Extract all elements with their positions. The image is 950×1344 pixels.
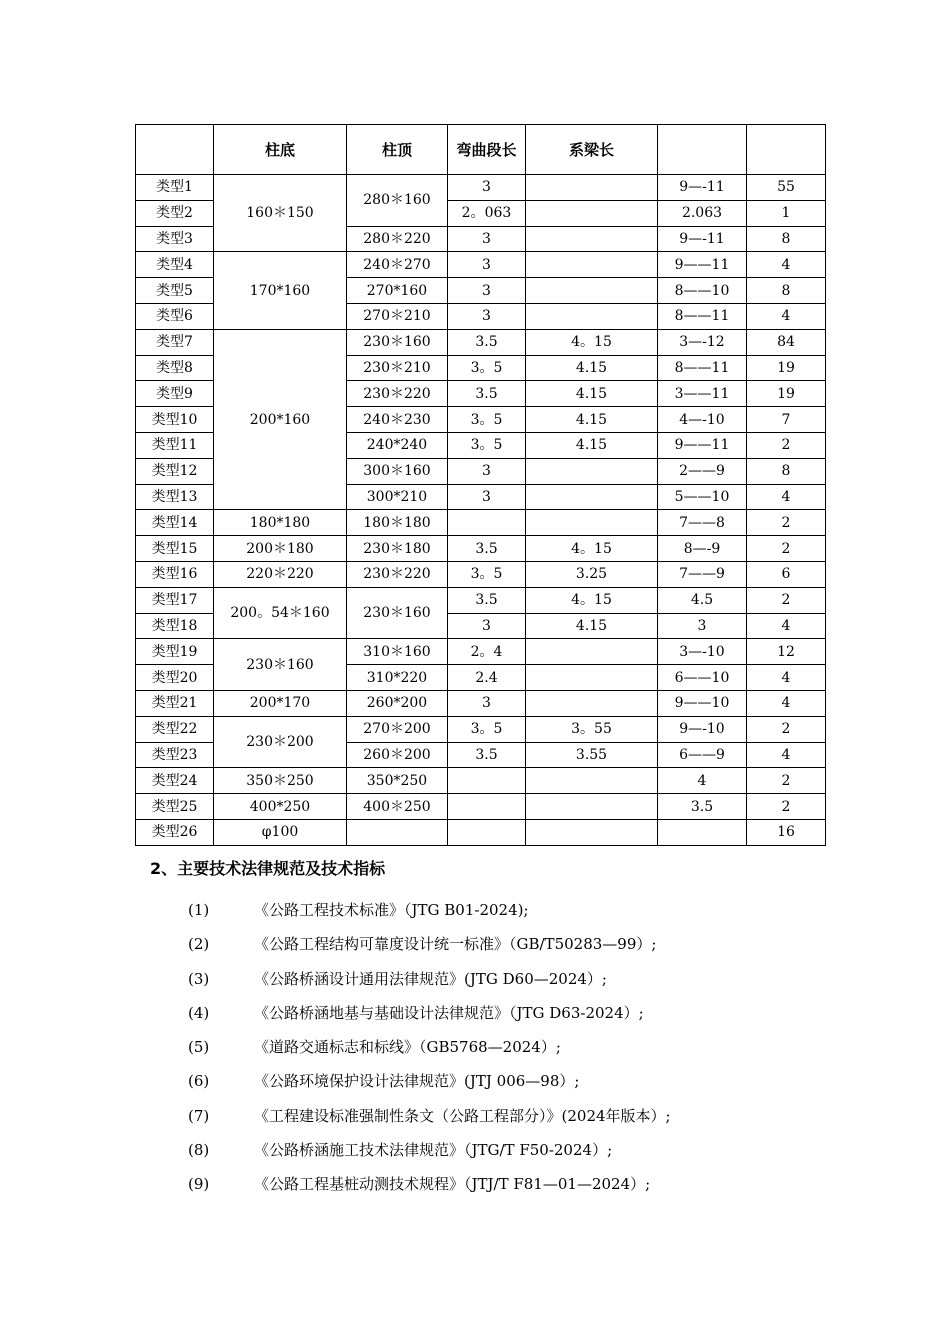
cell-count: 4 xyxy=(747,690,826,716)
cell-top: 260＊200 xyxy=(347,742,448,768)
cell-beam-length xyxy=(526,819,658,845)
list-item-text: 《公路桥涵设计通用法律规范》(JTG D60—2024）; xyxy=(254,969,607,988)
cell-base: 230＊200 xyxy=(214,716,347,768)
cell-top: 230＊160 xyxy=(347,587,448,639)
cell-length-range: 5——10 xyxy=(658,484,747,510)
cell-top: 300*210 xyxy=(347,484,448,510)
cell-count: 8 xyxy=(747,226,826,252)
cell-length-range: 3—-12 xyxy=(658,329,747,355)
cell-top: 230＊220 xyxy=(347,381,448,407)
cell-beam-length xyxy=(526,303,658,329)
cell-bend-length: 3.5 xyxy=(448,536,526,562)
cell-type: 类型3 xyxy=(136,226,214,252)
cell-bend-length: 3。5 xyxy=(448,407,526,433)
cell-base: 170*160 xyxy=(214,252,347,329)
cell-bend-length: 2.4 xyxy=(448,665,526,691)
table-row xyxy=(136,587,826,613)
list-item-number: (7) xyxy=(188,1106,210,1125)
cell-count: 19 xyxy=(747,355,826,381)
cell-type: 类型6 xyxy=(136,303,214,329)
cell-type: 类型19 xyxy=(136,639,214,665)
cell-top: 310＊160 xyxy=(347,639,448,665)
cell-length-range: 4 xyxy=(658,768,747,794)
cell-type: 类型16 xyxy=(136,561,214,587)
cell-count: 2 xyxy=(747,794,826,820)
cell-type: 类型4 xyxy=(136,252,214,278)
cell-bend-length: 3。5 xyxy=(448,716,526,742)
list-item-number: (4) xyxy=(188,1003,210,1022)
cell-base: 200。54＊160 xyxy=(214,587,347,639)
section-title: 2、主要技术法律规范及技术指标 xyxy=(150,859,386,878)
cell-count: 4 xyxy=(747,303,826,329)
cell-beam-length xyxy=(526,510,658,536)
cell-bend-length: 3。5 xyxy=(448,432,526,458)
list-item xyxy=(188,1035,671,1069)
cell-beam-length xyxy=(526,484,658,510)
header-column-top: 柱顶 xyxy=(347,125,448,175)
cell-count: 2 xyxy=(747,716,826,742)
list-item-text: 《公路工程结构可靠度设计统一标准》（GB/T50283—99）; xyxy=(254,935,657,954)
list-item-number: (9) xyxy=(188,1175,210,1194)
cell-count: 55 xyxy=(747,175,826,201)
cell-beam-length xyxy=(526,458,658,484)
cell-bend-length: 2。4 xyxy=(448,639,526,665)
cell-beam-length xyxy=(526,768,658,794)
table-row xyxy=(136,639,826,665)
cell-top: 180＊180 xyxy=(347,510,448,536)
table-row xyxy=(136,768,826,794)
list-item-number: (1) xyxy=(188,901,210,919)
list-item xyxy=(188,1104,671,1138)
list-item xyxy=(188,1069,671,1103)
table-header-row xyxy=(136,125,826,175)
cell-count: 1 xyxy=(747,200,826,226)
cell-length-range: 9—-11 xyxy=(658,226,747,252)
list-item-number: (8) xyxy=(188,1141,210,1160)
cell-bend-length: 3.5 xyxy=(448,381,526,407)
cell-beam-length: 3。55 xyxy=(526,716,658,742)
cell-count: 4 xyxy=(747,252,826,278)
list-item xyxy=(188,932,671,966)
cell-count: 6 xyxy=(747,561,826,587)
cell-beam-length: 4.15 xyxy=(526,355,658,381)
cell-bend-length: 3 xyxy=(448,252,526,278)
list-item-text: 《公路工程技术标准》（JTG B01-2024); xyxy=(254,901,529,919)
cell-bend-length: 3 xyxy=(448,613,526,639)
cell-type: 类型22 xyxy=(136,716,214,742)
list-item-number: (3) xyxy=(188,969,210,988)
cell-type: 类型18 xyxy=(136,613,214,639)
cell-beam-length: 4.15 xyxy=(526,381,658,407)
reference-list xyxy=(188,898,671,1207)
cell-type: 类型21 xyxy=(136,690,214,716)
cell-bend-length xyxy=(448,510,526,536)
cell-type: 类型12 xyxy=(136,458,214,484)
header-column-beam-length: 系梁长 xyxy=(526,125,658,175)
cell-type: 类型9 xyxy=(136,381,214,407)
header-column-bend-length: 弯曲段长 xyxy=(448,125,526,175)
cell-count: 8 xyxy=(747,458,826,484)
cell-bend-length: 3.5 xyxy=(448,587,526,613)
cell-bend-length: 3 xyxy=(448,226,526,252)
cell-beam-length xyxy=(526,278,658,304)
list-item-text: 《公路桥涵地基与基础设计法律规范》（JTG D63-2024）; xyxy=(254,1003,644,1022)
cell-length-range: 6——10 xyxy=(658,665,747,691)
cell-type: 类型7 xyxy=(136,329,214,355)
cell-top: 240*240 xyxy=(347,432,448,458)
header-cell xyxy=(136,125,214,175)
cell-top xyxy=(347,819,448,845)
cell-length-range: 9——11 xyxy=(658,252,747,278)
cell-type: 类型25 xyxy=(136,794,214,820)
cell-count: 4 xyxy=(747,613,826,639)
table-row xyxy=(136,175,826,201)
cell-top: 240＊270 xyxy=(347,252,448,278)
header-cell xyxy=(658,125,747,175)
cell-length-range: 3 xyxy=(658,613,747,639)
cell-count: 2 xyxy=(747,768,826,794)
cell-bend-length xyxy=(448,768,526,794)
cell-count: 12 xyxy=(747,639,826,665)
cell-beam-length: 3.55 xyxy=(526,742,658,768)
cell-bend-length: 3 xyxy=(448,690,526,716)
cell-top: 240＊230 xyxy=(347,407,448,433)
cell-top: 230＊220 xyxy=(347,561,448,587)
cell-top: 260*200 xyxy=(347,690,448,716)
table-row xyxy=(136,561,826,587)
cell-top: 270*160 xyxy=(347,278,448,304)
cell-bend-length xyxy=(448,819,526,845)
cell-count: 4 xyxy=(747,665,826,691)
cell-length-range: 9—-11 xyxy=(658,175,747,201)
cell-length-range: 8——10 xyxy=(658,278,747,304)
cell-top: 280＊160 xyxy=(347,175,448,227)
cell-length-range: 8—-9 xyxy=(658,536,747,562)
cell-beam-length xyxy=(526,175,658,201)
table-row xyxy=(136,329,826,355)
cell-type: 类型2 xyxy=(136,200,214,226)
cell-bend-length xyxy=(448,794,526,820)
cell-count: 7 xyxy=(747,407,826,433)
cell-top: 400＊250 xyxy=(347,794,448,820)
cell-beam-length xyxy=(526,690,658,716)
cell-top: 300＊160 xyxy=(347,458,448,484)
list-item-text: 《公路环境保护设计法律规范》(JTJ 006—98）; xyxy=(254,1072,580,1091)
cell-count: 16 xyxy=(747,819,826,845)
cell-top: 230＊210 xyxy=(347,355,448,381)
cell-type: 类型5 xyxy=(136,278,214,304)
cell-length-range xyxy=(658,819,747,845)
cell-beam-length: 4.15 xyxy=(526,432,658,458)
cell-bend-length: 3 xyxy=(448,458,526,484)
cell-top: 350*250 xyxy=(347,768,448,794)
cell-bend-length: 3 xyxy=(448,484,526,510)
cell-length-range: 3.5 xyxy=(658,794,747,820)
cell-length-range: 2——9 xyxy=(658,458,747,484)
cell-type: 类型8 xyxy=(136,355,214,381)
cell-beam-length: 4.15 xyxy=(526,613,658,639)
header-cell xyxy=(747,125,826,175)
cell-bend-length: 3。5 xyxy=(448,561,526,587)
table-row xyxy=(136,252,826,278)
cell-length-range: 9—-10 xyxy=(658,716,747,742)
cell-beam-length xyxy=(526,665,658,691)
cell-base: 200＊180 xyxy=(214,536,347,562)
cell-length-range: 8——11 xyxy=(658,355,747,381)
cell-type: 类型20 xyxy=(136,665,214,691)
cell-type: 类型26 xyxy=(136,819,214,845)
cell-length-range: 3—-10 xyxy=(658,639,747,665)
list-item-text: 《道路交通标志和标线》（GB5768—2024）; xyxy=(254,1038,561,1057)
table-row xyxy=(136,819,826,845)
table-row xyxy=(136,510,826,536)
cell-type: 类型17 xyxy=(136,587,214,613)
cell-count: 2 xyxy=(747,510,826,536)
cell-length-range: 3——11 xyxy=(658,381,747,407)
cell-bend-length: 3 xyxy=(448,175,526,201)
cell-length-range: 7——8 xyxy=(658,510,747,536)
list-item-number: (2) xyxy=(188,935,210,954)
cell-base: 350＊250 xyxy=(214,768,347,794)
cell-length-range: 7——9 xyxy=(658,561,747,587)
cell-count: 2 xyxy=(747,587,826,613)
cell-base: 200*160 xyxy=(214,329,347,510)
pier-type-table xyxy=(135,124,826,846)
list-item xyxy=(188,1138,671,1172)
cell-type: 类型24 xyxy=(136,768,214,794)
cell-beam-length xyxy=(526,252,658,278)
cell-base: 220＊220 xyxy=(214,561,347,587)
cell-type: 类型1 xyxy=(136,175,214,201)
cell-count: 4 xyxy=(747,742,826,768)
list-item-number: (5) xyxy=(188,1038,210,1057)
cell-bend-length: 3 xyxy=(448,278,526,304)
cell-beam-length xyxy=(526,639,658,665)
cell-count: 19 xyxy=(747,381,826,407)
cell-length-range: 9——10 xyxy=(658,690,747,716)
cell-beam-length: 4。15 xyxy=(526,536,658,562)
cell-top: 270＊210 xyxy=(347,303,448,329)
list-item-text: 《工程建设标准强制性条文（公路工程部分）》(2024年版本）; xyxy=(254,1106,671,1125)
cell-top: 270＊200 xyxy=(347,716,448,742)
table-row xyxy=(136,690,826,716)
list-item xyxy=(188,898,671,932)
cell-count: 4 xyxy=(747,484,826,510)
cell-type: 类型11 xyxy=(136,432,214,458)
cell-count: 84 xyxy=(747,329,826,355)
cell-top: 230＊160 xyxy=(347,329,448,355)
cell-beam-length xyxy=(526,200,658,226)
cell-beam-length xyxy=(526,226,658,252)
list-item xyxy=(188,967,671,1001)
table-row xyxy=(136,794,826,820)
cell-bend-length: 3.5 xyxy=(448,329,526,355)
cell-type: 类型10 xyxy=(136,407,214,433)
cell-base: 200*170 xyxy=(214,690,347,716)
cell-type: 类型13 xyxy=(136,484,214,510)
cell-base: 180*180 xyxy=(214,510,347,536)
table-row xyxy=(136,536,826,562)
cell-top: 280＊220 xyxy=(347,226,448,252)
cell-type: 类型14 xyxy=(136,510,214,536)
cell-beam-length xyxy=(526,794,658,820)
header-column-base: 柱底 xyxy=(214,125,347,175)
cell-length-range: 4—-10 xyxy=(658,407,747,433)
list-item-number: (6) xyxy=(188,1072,210,1091)
cell-count: 8 xyxy=(747,278,826,304)
cell-bend-length: 3 xyxy=(448,303,526,329)
list-item xyxy=(188,1001,671,1035)
cell-bend-length: 2。063 xyxy=(448,200,526,226)
cell-count: 2 xyxy=(747,536,826,562)
cell-base: φ100 xyxy=(214,819,347,845)
table-body xyxy=(136,175,826,846)
cell-bend-length: 3.5 xyxy=(448,742,526,768)
cell-count: 2 xyxy=(747,432,826,458)
cell-top: 230＊180 xyxy=(347,536,448,562)
cell-base: 230＊160 xyxy=(214,639,347,691)
cell-base: 400*250 xyxy=(214,794,347,820)
list-item-text: 《公路工程基桩动测技术规程》（JTJ/T F81—01—2024）; xyxy=(254,1175,651,1194)
cell-beam-length: 4.15 xyxy=(526,407,658,433)
cell-length-range: 9——11 xyxy=(658,432,747,458)
cell-length-range: 8——11 xyxy=(658,303,747,329)
list-item xyxy=(188,1172,671,1206)
list-item-text: 《公路桥涵施工技术法律规范》（JTG/T F50-2024）; xyxy=(254,1141,613,1160)
cell-length-range: 4.5 xyxy=(658,587,747,613)
cell-top: 310*220 xyxy=(347,665,448,691)
cell-beam-length: 4。15 xyxy=(526,587,658,613)
table-row xyxy=(136,716,826,742)
cell-length-range: 2.063 xyxy=(658,200,747,226)
cell-beam-length: 3.25 xyxy=(526,561,658,587)
cell-bend-length: 3。5 xyxy=(448,355,526,381)
cell-beam-length: 4。15 xyxy=(526,329,658,355)
cell-type: 类型23 xyxy=(136,742,214,768)
cell-base: 160＊150 xyxy=(214,175,347,252)
cell-length-range: 6——9 xyxy=(658,742,747,768)
cell-type: 类型15 xyxy=(136,536,214,562)
